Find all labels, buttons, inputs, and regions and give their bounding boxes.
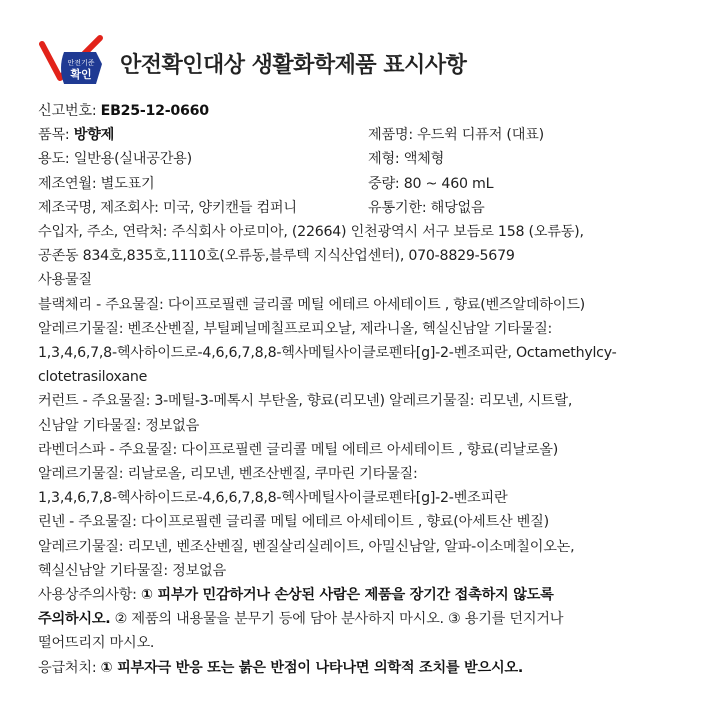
volume-value: 80 ~ 460 mL xyxy=(403,175,494,192)
substance-line: 알레르기물질: 벤조산벤질, 부틸페닐메칠프로피오날, 제라니올, 헥실신남알 기타물질: xyxy=(38,320,553,337)
item-value: 방향제 xyxy=(73,127,115,144)
substance-line: 커런트 - 주요물질: 3-메틸-3-메톡시 부탄올, 향료(리모넨) 알레르기물질: 리모넨, 시트랄, xyxy=(38,393,573,410)
expiry-label: 유통기한: xyxy=(368,199,431,216)
caution-item-1: ① 피부가 민감하거나 손상된 사람은 제품을 장기간 접촉하지 않도록 xyxy=(140,587,554,604)
logo-main-text: 확인 xyxy=(70,68,92,81)
caution-line xyxy=(38,583,698,607)
caution-line xyxy=(38,607,698,631)
form-value: 액체형 xyxy=(403,151,445,168)
substance-line: 린넨 - 주요물질: 다이프로필렌 글리콜 메틸 에테르 아세테이트 , 향료(아세트산 벤질) xyxy=(38,514,549,531)
form-label: 제형: xyxy=(368,151,404,168)
substance-line: 헥실신남알 기타물질: 정보없음 xyxy=(38,562,226,579)
label-content xyxy=(38,99,698,680)
substance-line: 블랙체리 - 주요물질: 다이프로필렌 글리콜 메틸 에테르 아세테이트 , 향료(벤즈알데하이드) xyxy=(38,296,585,313)
logo-top-text: 안전기준 xyxy=(67,59,95,67)
caution-item-1-cont: 주의하시오. xyxy=(38,611,111,628)
substance-line: 신남알 기타물질: 정보없음 xyxy=(38,417,200,434)
manufacture-date-label: 제조연월: xyxy=(38,175,101,192)
caution-line: 떨어뜨리지 마시오. xyxy=(38,635,155,652)
first-aid-line xyxy=(38,656,698,680)
report-number-label: 신고번호: xyxy=(38,103,101,119)
info-row xyxy=(38,172,698,196)
importer-line: 수입자, 주소, 연락처: 주식회사 아로미아, (22664) 인천광역시 서구 보듬로 158 (오류동), xyxy=(38,224,584,241)
product-name-value: 우드윅 디퓨저 (대표) xyxy=(417,127,544,144)
substance-line: 라벤더스파 - 주요물질: 다이프로필렌 글리콜 메틸 에테르 아세테이트 , 향료(리날로올) xyxy=(38,441,559,458)
substance-line: 1,3,4,6,7,8-헥사하이드로-4,6,6,7,8,8-헥사메틸사이클로펜타[g]-2-벤조피란, Octamethylcy- xyxy=(38,345,617,362)
page-title: 안전확인대상 생활화학제품 표시사항 xyxy=(120,53,467,78)
caution-item-2: ② 제품의 내용물을 분무기 등에 담아 분사하지 마시오. ③ 용기를 던지거나 xyxy=(110,611,564,628)
manufacturer-value: 미국, 양키캔들 컴퍼니 xyxy=(162,199,297,216)
report-number-value: EB25-12-0660 xyxy=(100,103,209,119)
report-number-line xyxy=(38,99,698,123)
first-aid-label: 응급처치: xyxy=(38,659,101,676)
volume-label: 중량: xyxy=(368,175,404,192)
usage-label: 용도: xyxy=(38,151,74,168)
expiry-value: 해당없음 xyxy=(430,199,485,216)
importer-line: 공존동 834호,835호,1110호(오류동,블루텍 지식산업센터), 070-8829-5679 xyxy=(38,248,515,265)
item-label: 품목: xyxy=(38,127,74,144)
substance-line: 알레르기물질: 리날로올, 리모넨, 벤조산벤질, 쿠마린 기타물질: xyxy=(38,466,418,483)
info-row xyxy=(38,123,698,147)
safety-confirm-logo-icon xyxy=(38,34,108,92)
manufacture-date-value: 별도표기 xyxy=(100,175,155,192)
substances-heading: 사용물질 xyxy=(38,272,92,289)
substance-line: 1,3,4,6,7,8-헥사하이드로-4,6,6,7,8,8-헥사메틸사이클로펜타[g]-2-벤조피란 xyxy=(38,490,508,507)
substance-line: 알레르기물질: 리모넨, 벤조산벤질, 벤질살리실레이트, 아밀신남알, 알파-이소메칠이오논, xyxy=(38,538,575,555)
product-name-label: 제품명: xyxy=(368,127,418,144)
usage-value: 일반용(실내공간용) xyxy=(73,151,192,168)
manufacturer-label: 제조국명, 제조회사: xyxy=(38,199,163,216)
caution-label: 사용상주의사항: xyxy=(38,587,141,604)
first-aid-value: ① 피부자극 반응 또는 붉은 반점이 나타나면 의학적 조치를 받으시오. xyxy=(100,659,524,676)
info-row xyxy=(38,196,698,220)
info-row xyxy=(38,147,698,171)
substance-line: clotetrasiloxane xyxy=(38,369,148,386)
